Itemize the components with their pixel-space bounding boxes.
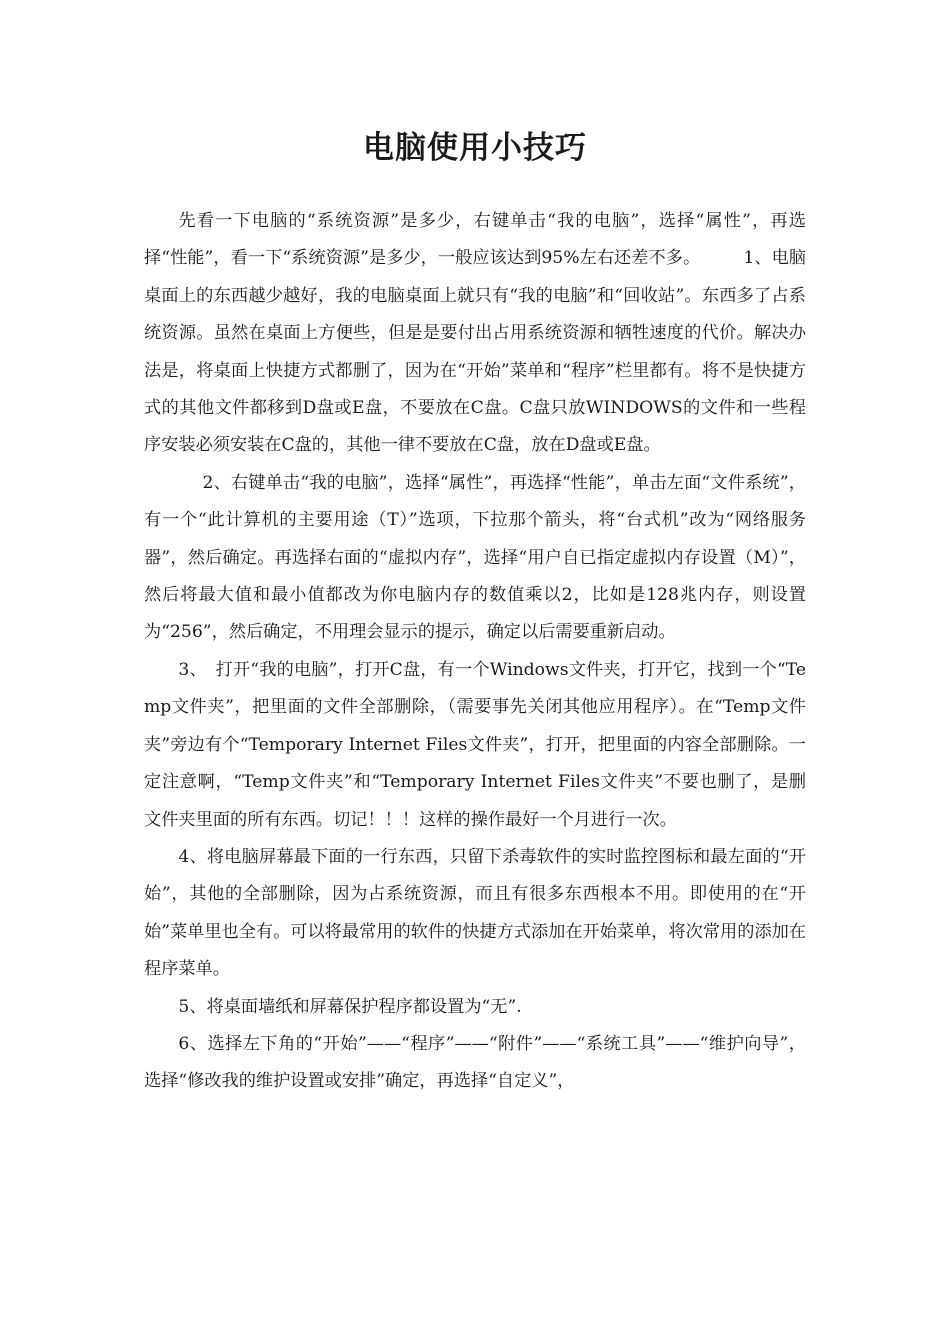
document-title: 电脑使用小技巧 — [363, 130, 587, 166]
paragraph-tip-5: 5、将桌面墙纸和屏幕保护程序都设置为“无”. — [178, 996, 522, 1017]
paragraph-tip-2: 2、右键单击“我的电脑”，选择“属性”，再选择“性能”，单击左面“文件系统”，有一个“此计算机的主要用途（T）”选项，下拉那个箭头，将“台式机”改为“网络服务器”，然后确定。再选择右面的“虚拟内存”，选择“用户自已指定虚拟内存设置（M）”，然后将最大值和最小值都改为你电脑内存的数值乘以2，比如是128兆内存，则设置为“256”，然后确定，不用理会显示的提示，确定以后需要重新启动。 — [144, 472, 806, 643]
paragraph-tip-3: 3、 打开“我的电脑”，打开C盘，有一个Windows文件夹，打开它，找到一个“Temp文件夹”，把里面的文件全部删除，（需要事先关闭其他应用程序）。在“Temp文件夹”旁边有个“Temporary Internet Files文件夹”，打开，把里面的内容全部删除。一定注意啊，“Temp文件夹”和“Temporary Internet Files文件夹”不要也删了，是删文件夹里面的所有东西。切记！！！这样的操作最好一个月进行一次。 — [144, 659, 806, 830]
document-body — [144, 203, 806, 1101]
document-page — [144, 0, 806, 1344]
paragraph-tip-4: 4、将电脑屏幕最下面的一行东西，只留下杀毒软件的实时监控图标和最左面的“开始”，其他的全部删除，因为占系统资源，而且有很多东西根本不用。即使用的在“开始”菜单里也全有。可以将最常用的软件的快捷方式添加在开始菜单，将次常用的添加在程序菜单。 — [144, 846, 806, 980]
paragraph-intro-tip-1: 先看一下电脑的“系统资源”是多少，右键单击“我的电脑”，选择“属性”，再选择“性能”，看一下“系统资源”是多少，一般应该达到95%左右还差不多。 1、电脑桌面上的东西越少越好，我的电脑桌面上就只有“我的电脑”和“回收站”。东西多了占系统资源。虽然在桌面上方便些，但是是要付出占用系统资源和牺牲速度的代价。解决办法是，将桌面上快捷方式都删了，因为在“开始”菜单和“程序”栏里都有。将不是快捷方式的其他文件都移到D盘或E盘，不要放在C盘。C盘只放WINDOWS的文件和一些程序安装必须安装在C盘的，其他一律不要放在C盘，放在D盘或E盘。 — [144, 211, 806, 456]
paragraph-tip-6: 6、选择左下角的“开始”——“程序”——“附件”——“系统工具”——“维护向导”，选择“修改我的维护设置或安排”确定，再选择“自定义”， — [144, 1033, 806, 1092]
